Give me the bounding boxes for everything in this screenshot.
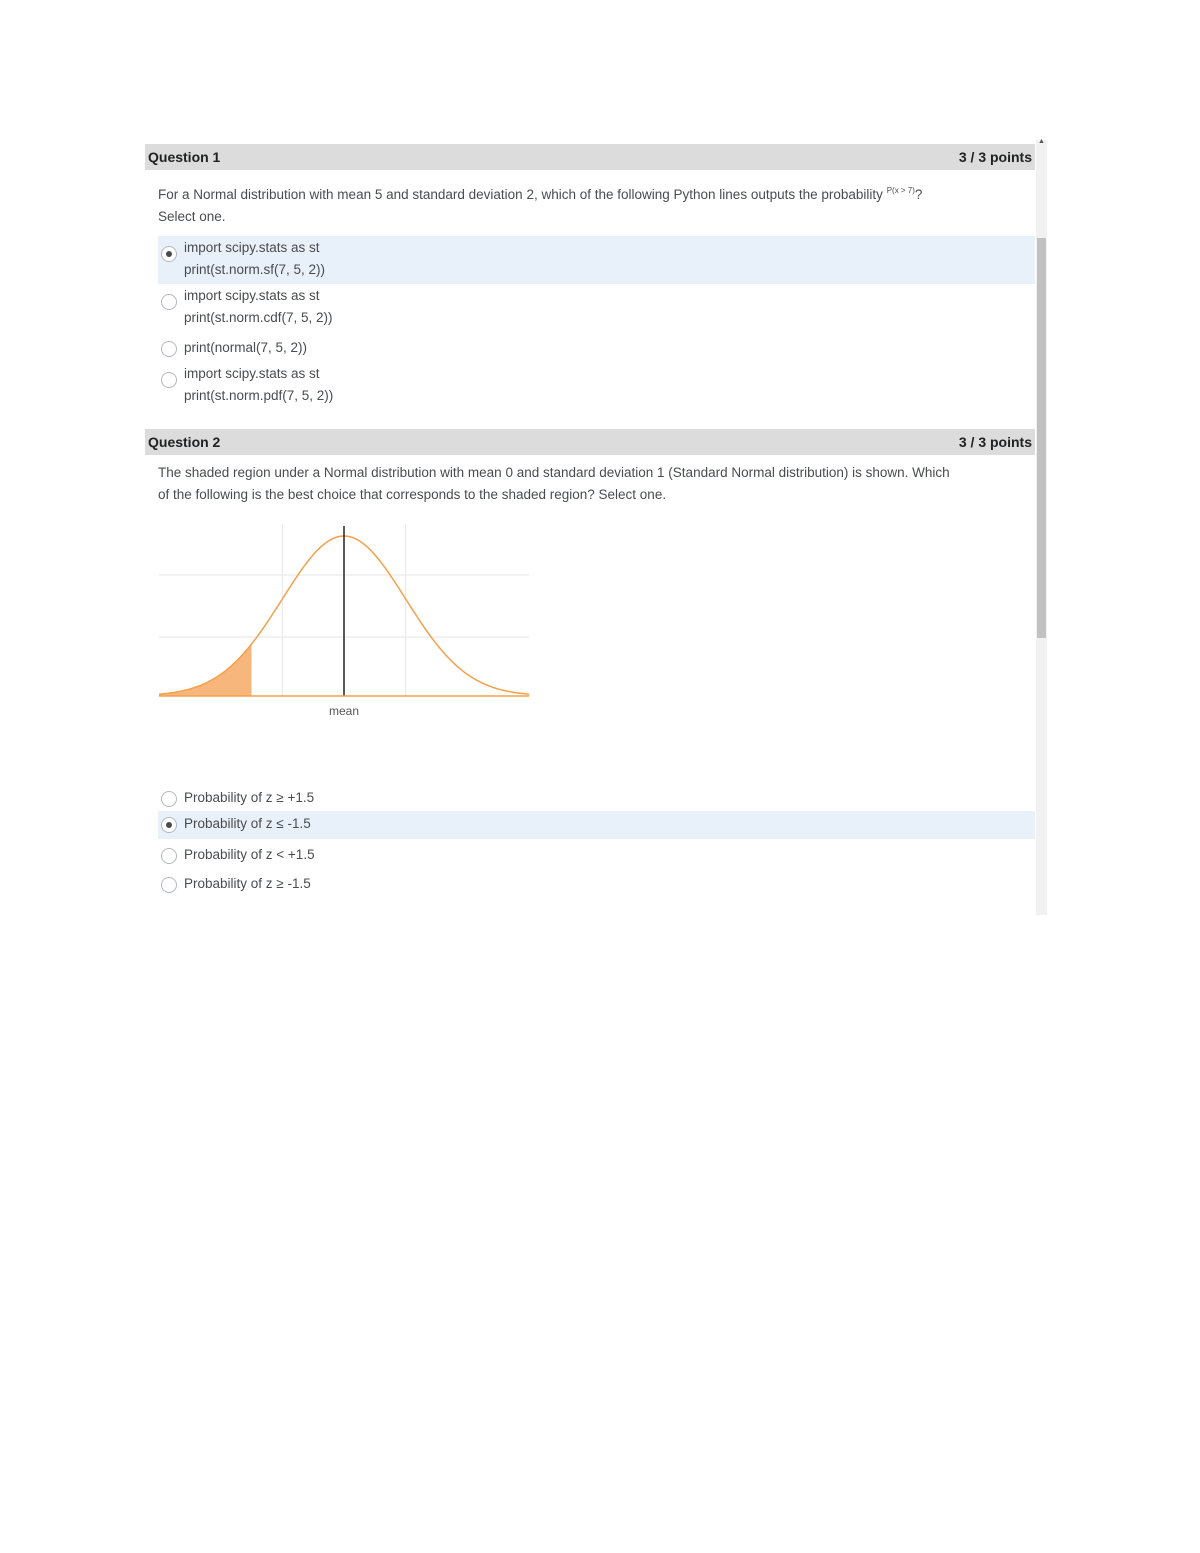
question-1-prompt: For a Normal distribution with mean 5 and standard deviation 2, which of the following Python lines outputs the probability <box>158 187 883 202</box>
radio-button[interactable] <box>161 817 177 833</box>
question-2-header <box>145 429 1035 455</box>
radio-button[interactable] <box>161 294 177 310</box>
option-code-line: print(st.norm.cdf(7, 5, 2)) <box>184 310 333 325</box>
question-mark: ? <box>914 187 923 202</box>
question-1-title: Question 1 <box>148 149 221 165</box>
radio-button[interactable] <box>161 848 177 864</box>
mean-axis-label: mean <box>328 704 360 718</box>
option-code-line: import scipy.stats as st <box>184 288 320 303</box>
scrollbar-thumb[interactable] <box>1037 238 1046 638</box>
question-1-instruction: Select one. <box>158 209 226 224</box>
q1-option-2[interactable] <box>158 284 1035 332</box>
option-label: Probability of z ≥ +1.5 <box>184 790 315 805</box>
option-label: Probability of z < +1.5 <box>184 847 315 862</box>
normal-distribution-chart <box>157 522 532 722</box>
question-1-points: 3 / 3 points <box>958 149 1032 165</box>
shaded-region <box>159 644 252 696</box>
radio-button[interactable] <box>161 877 177 893</box>
option-code-line: import scipy.stats as st <box>184 240 320 255</box>
option-code-line: import scipy.stats as st <box>184 366 320 381</box>
q1-option-4[interactable] <box>158 362 1035 410</box>
question-2-points: 3 / 3 points <box>958 434 1032 450</box>
question-2-text <box>158 462 1033 506</box>
question-1-header <box>145 144 1035 170</box>
scroll-up-arrow-icon[interactable]: ▲ <box>1038 138 1045 145</box>
q2-option-4[interactable] <box>158 871 1035 899</box>
q2-option-1[interactable] <box>158 785 1035 813</box>
question-2-prompt-line-2: of the following is the best choice that corresponds to the shaded region? Select one. <box>158 487 667 502</box>
option-code-line: print(normal(7, 5, 2)) <box>184 340 308 355</box>
q2-option-3[interactable] <box>158 842 1035 870</box>
radio-button[interactable] <box>161 372 177 388</box>
q2-option-2[interactable] <box>158 811 1035 839</box>
option-code-line: print(st.norm.sf(7, 5, 2)) <box>184 262 326 277</box>
question-2-prompt-line-1: The shaded region under a Normal distribution with mean 0 and standard deviation 1 (Standard Normal distribution) is shown. Which <box>158 465 950 480</box>
option-label: Probability of z ≤ -1.5 <box>184 816 311 831</box>
option-code-line: print(st.norm.pdf(7, 5, 2)) <box>184 388 334 403</box>
probability-expression: P(x > 7) <box>886 186 915 195</box>
radio-button[interactable] <box>161 246 177 262</box>
q1-option-3[interactable] <box>158 336 1035 360</box>
question-1-text <box>158 180 1033 228</box>
option-label: Probability of z ≥ -1.5 <box>184 876 311 891</box>
radio-button[interactable] <box>161 341 177 357</box>
question-2-title: Question 2 <box>148 434 221 450</box>
radio-button[interactable] <box>161 791 177 807</box>
q1-option-1[interactable] <box>158 236 1035 284</box>
